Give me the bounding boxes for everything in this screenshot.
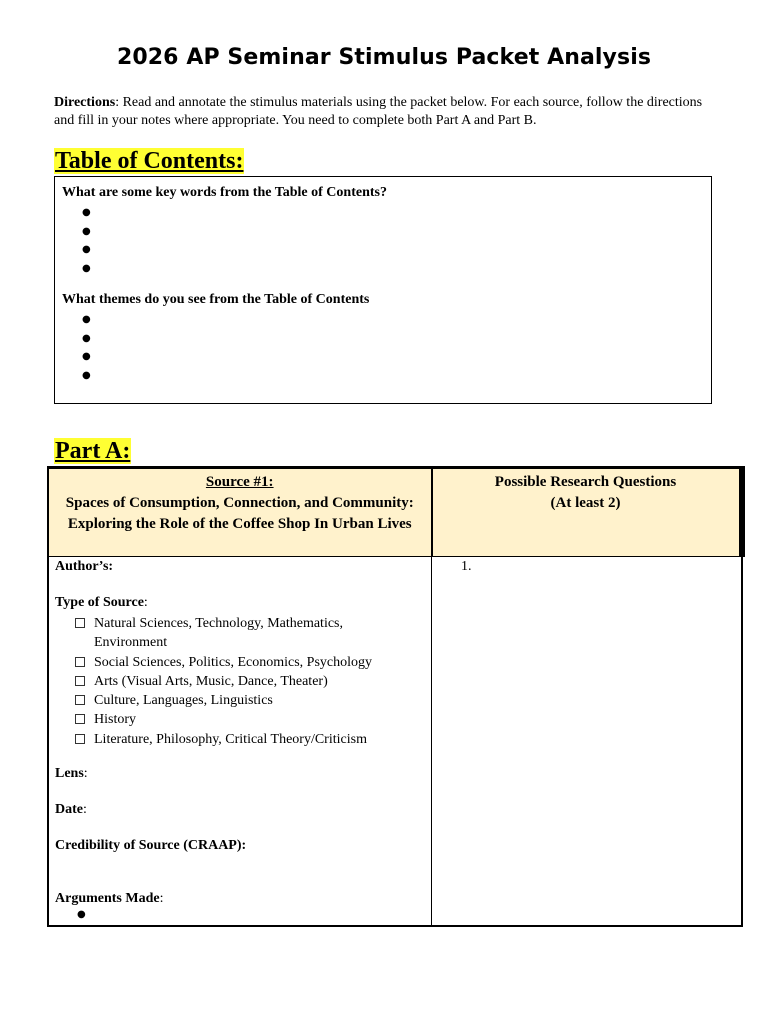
checkbox-icon[interactable] bbox=[75, 676, 85, 686]
source-type-option[interactable] bbox=[75, 710, 405, 729]
directions-body: : Read and annotate the stimulus materials using the packet below. For each source, follow the directions and fill in your notes where appropriate. You need to complete both Part A and Part B. bbox=[54, 95, 703, 128]
checkbox-icon[interactable] bbox=[75, 714, 85, 724]
checkbox-icon[interactable] bbox=[75, 695, 85, 705]
date-colon: : bbox=[83, 802, 87, 817]
credibility-field bbox=[55, 838, 246, 854]
source-type-checklist bbox=[75, 614, 405, 749]
lens-label: Lens bbox=[55, 766, 84, 781]
checkbox-icon[interactable] bbox=[75, 734, 85, 744]
research-questions-header-cell bbox=[432, 468, 742, 557]
checkbox-icon[interactable] bbox=[75, 657, 85, 667]
part-a-heading: Part A: bbox=[55, 438, 131, 464]
source-label: Source #1: bbox=[205, 474, 274, 490]
source-type-option-label: Social Sciences, Politics, Economics, Psychology bbox=[94, 654, 373, 670]
lens-field bbox=[55, 766, 88, 782]
checkbox-icon[interactable] bbox=[75, 618, 85, 628]
source-type-option[interactable] bbox=[75, 730, 405, 749]
page-title: 2026 AP Seminar Stimulus Packet Analysis bbox=[116, 45, 652, 70]
directions-label: Directions bbox=[54, 95, 116, 110]
arguments-field bbox=[55, 891, 164, 907]
toc-heading: Table of Contents: bbox=[55, 148, 244, 174]
source-type-option-label: Literature, Philosophy, Critical Theory/Criticism bbox=[94, 731, 367, 747]
rq-number-1: 1. bbox=[461, 559, 472, 574]
lens-colon: : bbox=[83, 766, 88, 781]
source-type-option[interactable] bbox=[75, 691, 405, 710]
arguments-colon: : bbox=[159, 891, 164, 906]
source-type-option[interactable] bbox=[75, 614, 405, 653]
source-type-option-label: Arts (Visual Arts, Music, Dance, Theater) bbox=[94, 673, 328, 689]
toc-question-keywords: What are some key words from the Table of Contents? bbox=[62, 185, 387, 200]
date-label: Date bbox=[55, 802, 83, 817]
type-of-source-field bbox=[55, 595, 148, 611]
source-details-cell[interactable] bbox=[48, 557, 432, 927]
type-of-source-label: Type of Source bbox=[55, 595, 144, 610]
directions-text bbox=[54, 94, 714, 129]
toc-notes-box[interactable] bbox=[54, 176, 712, 404]
source-type-option-label: History bbox=[94, 712, 136, 728]
type-colon: : bbox=[143, 595, 148, 610]
source-type-option[interactable] bbox=[75, 653, 405, 672]
part-a-table bbox=[47, 466, 745, 927]
bullet-icon: ● bbox=[77, 909, 86, 920]
research-questions-cell[interactable] bbox=[432, 557, 742, 927]
source-header-cell bbox=[48, 468, 432, 557]
toc-question-themes: What themes do you see from the Table of Contents bbox=[62, 292, 370, 307]
credibility-label: Credibility of Source (CRAAP): bbox=[55, 838, 247, 853]
arguments-label: Arguments Made bbox=[55, 891, 160, 906]
source-type-option-label: Culture, Languages, Linguistics bbox=[94, 693, 273, 709]
source-title: Spaces of Consumption, Connection, and Community: Exploring the Role of the Coffee Shop In Urban Lives bbox=[65, 495, 414, 532]
authors-field bbox=[55, 559, 113, 575]
rq-header-line1: Possible Research Questions bbox=[494, 474, 677, 490]
date-field bbox=[55, 802, 87, 818]
rq-header-line2: (At least 2) bbox=[550, 495, 621, 511]
source-type-option[interactable] bbox=[75, 672, 405, 691]
source-type-option-label: Natural Sciences, Technology, Mathematics, Environment bbox=[94, 616, 343, 651]
authors-label: Author’s: bbox=[55, 559, 114, 574]
